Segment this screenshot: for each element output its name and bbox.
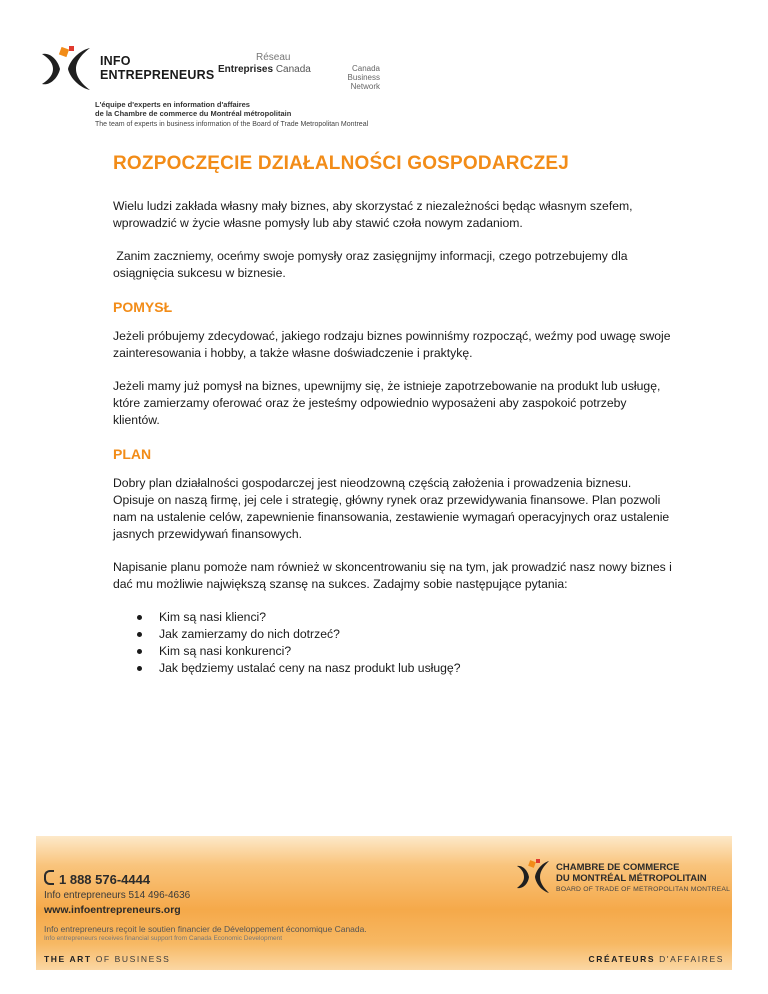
- chamber-name: [556, 862, 707, 884]
- tagline-en: The team of experts in business information of the Board of Trade Metropolitan Montreal: [95, 121, 369, 128]
- info-entrepreneurs-logo-icon: [40, 44, 92, 94]
- canada-business-network-logo: [318, 64, 380, 91]
- page-footer: [36, 836, 732, 970]
- pomysl-paragraph-1: Jeżeli próbujemy zdecydować, jakiego rodzaju biznes powinniśmy rozpocząć, weźmy pod uwagę swoje zainteresowania i hobby, a także własne doświadczenie i praktykę.: [113, 329, 671, 360]
- list-item: Jak będziemy ustalać ceny na nasz produkt lub usługę?: [137, 660, 673, 677]
- chamber-line-1: CHAMBRE DE COMMERCE: [556, 862, 680, 873]
- cbn-line-1: Canada Business: [347, 64, 380, 82]
- plan-paragraph-1: Dobry plan działalności gospodarczej jest nieodzowną częścią założenia i prowadzenia biznesu. Opisuje on naszą firmę, jej cele i strategię, główny rynek oraz przewidywania finansowe. Plan pozwoli nam na ustalenie celów, zapewnienie finansowania, zestawienie wymagań operacyjnych oraz ustalenie jasnych przewidywań finansowych.: [113, 476, 670, 541]
- page-header: [40, 40, 380, 132]
- page-title: ROZPOCZĘCIE DZIAŁALNOŚCI GOSPODARCZEJ: [113, 153, 570, 174]
- reseau-light: Canada: [275, 64, 311, 75]
- intro-paragraph-2: Zanim zaczniemy, oceńmy swoje pomysły oraz zasięgnijmy informacji, czego potrzebujemy dla osiągnięcia sukcesu w biznesie.: [113, 249, 631, 280]
- reseau-entreprises-logo: [218, 52, 311, 76]
- support-note-en: Info entrepreneurs receives financial support from Canada Economic Development: [44, 935, 283, 942]
- tagline-fr-2: de la Chambre de commerce du Montréal métropolitain: [95, 109, 292, 118]
- section-heading-pomysl: POMYSŁ: [113, 299, 173, 315]
- slogan-strong: THE ART: [44, 954, 92, 964]
- phone-icon: [44, 870, 54, 885]
- tagline-fr: [95, 100, 291, 118]
- info-phone: Info entrepreneurs 514 496-4636: [44, 890, 191, 901]
- document-body: [113, 152, 673, 677]
- intro-paragraph-1: Wielu ludzi zakłada własny mały biznes, aby skorzystać z niezależności będąc własnym szefem, wprowadzić w życie własne pomysły lub aby stawić czoła nowym zadaniom.: [113, 199, 633, 230]
- pomysl-paragraph-2: Jeżeli mamy już pomysł na biznes, upewnijmy się, że istnieje zapotrzebowanie na produkt lub usługę, które zamierzamy oferować oraz że jesteśmy odpowiednio wyposażeni aby zaspokoić potrzeby klientów.: [113, 379, 661, 427]
- phone-text: 1 888 576-4444: [59, 872, 151, 887]
- chamber-line-2: DU MONTRÉAL MÉTROPOLITAIN: [556, 873, 707, 884]
- chamber-logo-icon: [516, 858, 550, 896]
- support-note-fr: Info entrepreneurs reçoit le soutien financier de Développement économique Canada.: [44, 924, 367, 934]
- createurs-slogan: [589, 954, 725, 964]
- slogan-light: OF BUSINESS: [95, 954, 171, 964]
- reseau-label: Réseau: [256, 52, 291, 63]
- reseau-strong: Entreprises: [218, 64, 274, 75]
- list-item: Kim są nasi konkurenci?: [137, 643, 673, 660]
- art-of-business-slogan: [44, 954, 170, 964]
- plan-paragraph-2: Napisanie planu pomoże nam również w skoncentrowaniu się na tym, jak prowadzić nasz nowy biznes i dać mu możliwie największą szansę na sukces. Zadajmy sobie następujące pytania:: [113, 560, 672, 591]
- section-heading-plan: PLAN: [113, 446, 152, 462]
- brand-line-1: INFO: [100, 54, 131, 68]
- questions-list: [113, 609, 673, 677]
- chamber-english-name: BOARD OF TRADE OF METROPOLITAN MONTREAL: [556, 886, 731, 893]
- cbn-line-2: Network: [350, 82, 380, 91]
- brand-name: [100, 54, 214, 82]
- chamber-of-commerce-logo: [516, 858, 731, 902]
- list-item: Jak zamierzamy do nich dotrzeć?: [137, 626, 673, 643]
- createurs-strong: CRÉATEURS: [588, 954, 656, 964]
- brand-line-2: ENTREPRENEURS: [100, 68, 215, 82]
- website-link[interactable]: www.infoentrepreneurs.org: [44, 904, 181, 916]
- list-item: Kim są nasi klienci?: [137, 609, 673, 626]
- tagline-fr-1: L'équipe d'experts en information d'affaires: [95, 100, 250, 109]
- createurs-light: D'AFFAIRES: [659, 954, 724, 964]
- phone-number: [44, 870, 150, 887]
